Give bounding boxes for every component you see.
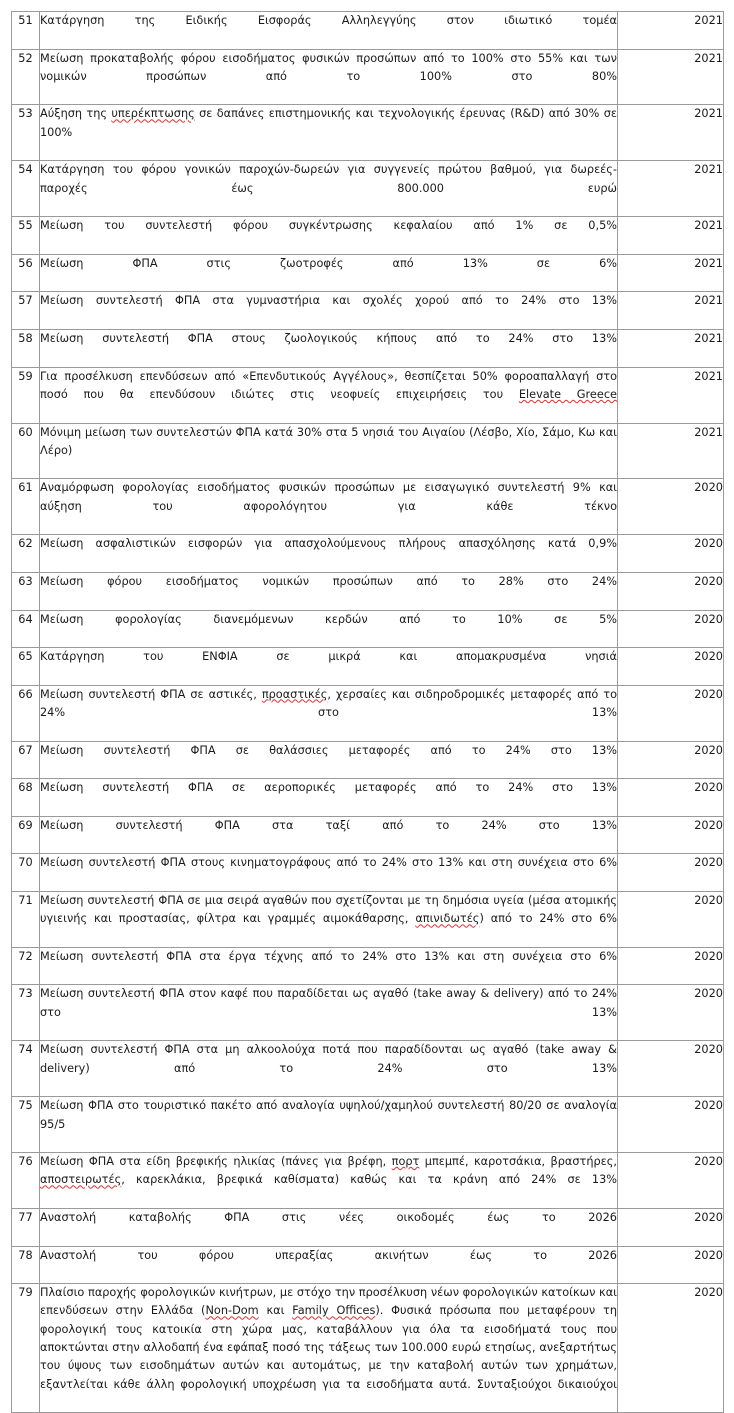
measures-table [11,11,724,1413]
row-number: 57 [12,292,40,330]
row-number: 54 [12,161,40,217]
measure-year: 2020 [618,891,724,947]
measure-text: Μείωση προκαταβολής φόρου εισοδήματος φυσικών προσώπων από το 100% στο 55% και των νομικών προσώπων από το 100% στο 80% [40,51,617,83]
table-row [12,1246,724,1284]
table-row [12,572,724,610]
measure-text: Κατάργηση της Ειδικής Εισφοράς Αλληλεγγύης στον ιδιωτικό τομέα [40,14,617,27]
row-number: 77 [12,1209,40,1247]
measure-year: 2020 [618,741,724,779]
spellcheck-word: Non-Dom [205,1304,259,1318]
table-row [12,1153,724,1209]
measure-text: Μείωση συντελεστή ΦΠΑ σε μια σειρά αγαθών που σχετίζονται με τη δημόσια υγεία (μέσα ατομικής υγιεινής και προστασίας, φίλτρα και γραμμές αιμοκάθαρσης, απινιδωτές) από το 24% στο 6% [40,893,618,926]
measure-year: 2020 [618,648,724,686]
measure-text: Μείωση συντελεστή ΦΠΑ στους κινηματογράφους από το 24% στο 13% και στη συνέχεια στο 6% [40,856,617,870]
table-row [12,292,724,330]
measure-text: Μείωση συντελεστή ΦΠΑ στους ζωολογικούς κήπους από το 24% στο 13% [40,332,617,346]
table-row [12,610,724,648]
row-number: 60 [12,423,40,479]
row-number: 66 [12,685,40,741]
measure-description [40,49,618,105]
measure-text: Μείωση ΦΠΑ στις ζωοτροφές από 13% σε 6% [40,256,617,270]
measure-description [40,367,618,423]
row-number: 61 [12,479,40,535]
measure-description [40,423,618,479]
row-number: 62 [12,535,40,573]
measure-text: Αναστολή καταβολής ΦΠΑ στις νέες οικοδομές έως το 2026 [40,1211,617,1224]
table-row [12,49,724,105]
measure-year: 2020 [618,854,724,892]
table-row [12,161,724,217]
row-number: 76 [12,1153,40,1209]
measure-text: Αναμόρφωση φορολογίας εισοδήματος φυσικών προσώπων με εισαγωγικό συντελεστή 9% και αύξηση του αφορολόγητου για κάθε τέκνο [40,481,617,513]
measure-year: 2021 [618,367,724,423]
table-row [12,741,724,779]
table-row [12,648,724,686]
measure-text: Κατάργηση του φόρου γονικών παροχών-δωρεών για συγγενείς πρώτου βαθμού, για δωρεές-παροχές έως 800.000 ευρώ [40,163,617,195]
table-row [12,1284,724,1413]
measure-year: 2020 [618,1246,724,1284]
measure-year: 2020 [618,1284,724,1413]
measure-description [40,985,618,1041]
row-number: 79 [12,1284,40,1413]
measure-description [40,105,618,161]
measure-description [40,161,618,217]
measure-year: 2020 [618,1041,724,1097]
table-row [12,535,724,573]
spellcheck-word: υπερέκπτωσης [111,107,195,121]
measure-year: 2020 [618,1209,724,1247]
measure-text: Μείωση συντελεστή ΦΠΑ στα γυμναστήρια και σχολές χορού από το 24% στο 13% [40,294,617,308]
table-row [12,816,724,854]
measure-text: Μείωση φόρου εισοδήματος νομικών προσώπων από το 28% στο 24% [40,574,617,588]
table-row [12,1209,724,1247]
row-number: 75 [12,1097,40,1153]
row-number: 65 [12,648,40,686]
measure-description [40,648,618,686]
measure-description [40,1041,618,1097]
row-number: 56 [12,254,40,292]
table-row [12,12,724,50]
measure-year: 2021 [618,49,724,105]
row-number: 51 [12,12,40,50]
measure-text: Για προσέλκυση επενδύσεων από «Επενδυτικούς Αγγέλους», θεσπίζεται 50% φοροαπαλλαγή στο ποσό που θα επενδύσουν ιδιώτες στις νεοφυείς επιχειρήσεις του Elevate Greece [40,369,617,401]
row-number: 64 [12,610,40,648]
table-row [12,367,724,423]
measure-text: Μείωση συντελεστή ΦΠΑ σε αεροπορικές μεταφορές από το 24% στο 13% [40,781,617,795]
table-row [12,891,724,947]
measure-description [40,330,618,368]
measure-text: Μείωση συντελεστή ΦΠΑ στα ταξί από το 24% στο 13% [40,818,617,832]
measure-year: 2021 [618,423,724,479]
measure-text: Μείωση συντελεστή ΦΠΑ στον καφέ που παραδίδεται ως αγαθό (take away & delivery) από το 24% στο 13% [40,987,617,1019]
table-row [12,1097,724,1153]
table-row [12,985,724,1041]
row-number: 58 [12,330,40,368]
row-number: 55 [12,217,40,255]
table-row [12,854,724,892]
measure-year: 2020 [618,816,724,854]
measure-year: 2020 [618,1153,724,1209]
measure-year: 2020 [618,985,724,1041]
table-row [12,217,724,255]
spellcheck-word: αποστειρωτές [40,1173,122,1187]
measure-description [40,1284,618,1413]
measure-text: Αναστολή του φόρου υπεραξίας ακινήτων έως το 2026 [40,1248,617,1262]
measure-description [40,816,618,854]
measure-description [40,292,618,330]
measure-text: Αύξηση της υπερέκπτωσης σε δαπάνες επιστημονικής και τεχνολογικής έρευνας (R&D) από 30% σε 100% [40,107,617,139]
measure-description [40,1097,618,1153]
row-number: 74 [12,1041,40,1097]
measure-text: Πλαίσιο παροχής φορολογικών κινήτρων, με στόχο την προσέλκυση νέων φορολογικών κατοίκων και επενδύσεων στην Ελλάδα (Non-Dom και Family Offices). Φυσικά πρόσωπα που μεταφέρουν τη φορολογική τους κατοικία στη χώρα μας, καταβάλλουν για όλα τα εισοδήματά τους που αποκτώνται στην αλλοδαπή ένα εφάπαξ ποσό της τάξεως των 100.000 ευρώ ετησίως, ανεξαρτήτως του ύψους των εισοδημάτων αυτών και αυτομάτως, με την καταβολή αυτών των χρημάτων, εξαντλείται κάθε άλλη φορολογική υποχρέωση για τα εισοδήματα αυτά. Συνταξιούχοι δικαιούχοι [40,1286,617,1391]
measure-description [40,572,618,610]
measure-description [40,1153,618,1209]
measure-year: 2020 [618,685,724,741]
measure-text: Μείωση συντελεστή ΦΠΑ στα έργα τέχνης από το 24% στο 13% και στη συνέχεια στο 6% [40,949,617,963]
measures-table-body [12,12,724,1413]
row-number: 68 [12,779,40,817]
spellcheck-word: απινιδωτές [415,912,480,926]
table-row [12,947,724,985]
measure-description [40,685,618,741]
measure-year: 2021 [618,105,724,161]
measure-text: Μόνιμη μείωση των συντελεστών ΦΠΑ κατά 30% στα 5 νησιά του Αιγαίου (Λέσβο, Χίο, Σάμο, Κω και Λέρο) [40,425,617,457]
table-row [12,479,724,535]
table-row [12,254,724,292]
row-number: 53 [12,105,40,161]
measure-text: Μείωση συντελεστή ΦΠΑ στα μη αλκοολούχα ποτά που παραδίδονται ως αγαθό (take away & delivery) από το 24% στο 13% [40,1043,617,1075]
measure-text: Μείωση συντελεστή ΦΠΑ σε αστικές, προαστικές, χερσαίες και σιδηροδρομικές μεταφορές από το 24% στο 13% [40,687,617,719]
row-number: 67 [12,741,40,779]
table-row [12,105,724,161]
row-number: 70 [12,854,40,892]
measure-year: 2021 [618,254,724,292]
measure-text: Μείωση ΦΠΑ στα είδη βρεφικής ηλικίας (πάνες για βρέφη, πορτ μπεμπέ, καροτσάκια, βραστήρες, αποστειρωτές, καρεκλάκια, βρεφικά καθίσματα) καθώς και τα κράνη από 24% σε 13% [40,1155,617,1187]
table-row [12,779,724,817]
table-row [12,1041,724,1097]
spellcheck-word: πορτ [391,1155,420,1169]
row-number: 63 [12,572,40,610]
measure-description [40,535,618,573]
measure-year: 2020 [618,947,724,985]
row-number: 71 [12,891,40,947]
row-number: 73 [12,985,40,1041]
spellcheck-word: Elevate Greece [518,387,617,401]
measure-year: 2021 [618,161,724,217]
measure-text: Μείωση του συντελεστή φόρου συγκέντρωσης κεφαλαίου από 1% σε 0,5% [40,219,617,233]
table-row [12,685,724,741]
measure-description [40,779,618,817]
measure-description [40,947,618,985]
measure-year: 2021 [618,12,724,50]
measure-description [40,254,618,292]
measure-description [40,741,618,779]
row-number: 78 [12,1246,40,1284]
measure-description [40,1209,618,1247]
measure-year: 2020 [618,479,724,535]
measure-description [40,854,618,892]
measure-year: 2021 [618,217,724,255]
measure-description [40,891,618,947]
table-row [12,423,724,479]
table-row [12,330,724,368]
measure-description [40,217,618,255]
measure-description [40,1246,618,1284]
spellcheck-word: Family Offices [292,1304,376,1318]
measure-text: Μείωση φορολογίας διανεμόμενων κερδών από το 10% σε 5% [40,612,617,626]
row-number: 52 [12,49,40,105]
measure-year: 2020 [618,1097,724,1153]
measure-year: 2021 [618,330,724,368]
measure-year: 2020 [618,779,724,817]
row-number: 72 [12,947,40,985]
spellcheck-word: προαστικές [261,687,328,701]
measure-year: 2020 [618,610,724,648]
measure-year: 2021 [618,292,724,330]
measure-description [40,610,618,648]
measure-year: 2020 [618,535,724,573]
measure-text: Μείωση συντελεστή ΦΠΑ σε θαλάσσιες μεταφορές από το 24% στο 13% [40,743,617,757]
measure-description [40,479,618,535]
measure-text: Μείωση ασφαλιστικών εισφορών για απασχολούμενους πλήρους απασχόλησης κατά 0,9% [40,537,617,551]
measure-text: Κατάργηση του ΕΝΦΙΑ σε μικρά και απομακρυσμένα νησιά [40,650,617,664]
row-number: 69 [12,816,40,854]
measure-year: 2020 [618,572,724,610]
measure-description [40,12,618,50]
measure-text: Μείωση ΦΠΑ στο τουριστικό πακέτο από αναλογία υψηλού/χαμηλού συντελεστή 80/20 σε αναλογία 95/5 [40,1099,617,1131]
row-number: 59 [12,367,40,423]
